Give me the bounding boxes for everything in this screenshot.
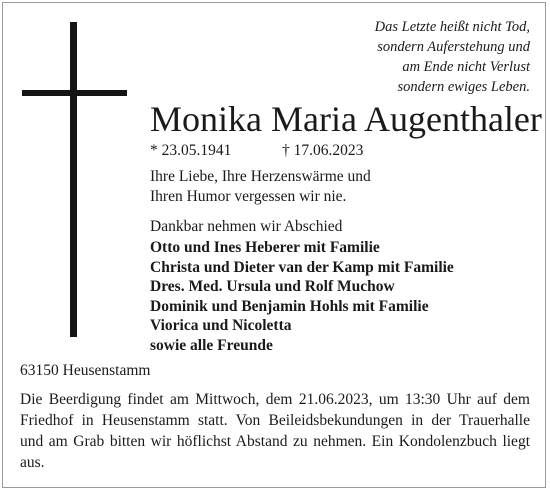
mourner-entry: Viorica und Nicoletta — [150, 317, 292, 334]
mourner-entry: Christa und Dieter van der Kamp mit Familie — [150, 258, 454, 276]
funeral-line: und am Grab bitten wir höflichst Abstand zu nehmen. Ein Kondolenzbuch liegt — [20, 433, 530, 450]
birth-date: * 23.05.1941 — [150, 142, 232, 159]
funeral-info — [20, 389, 530, 473]
tribute-text — [150, 167, 371, 207]
tribute-line: Ihren Humor vergessen wir nie. — [150, 188, 347, 205]
tribute-line: Ihre Liebe, Ihre Herzenswärme und — [150, 168, 371, 185]
mourner-entry: Otto und Ines Heberer mit Familie — [150, 239, 380, 256]
funeral-line: aus. — [20, 454, 45, 471]
motto-verse — [270, 17, 530, 97]
motto-line: am Ende nicht Verlust — [402, 59, 530, 75]
deceased-name: Monika Maria Augenthaler — [150, 99, 542, 139]
cross-vertical-bar — [70, 22, 77, 337]
motto-line: sondern ewiges Leben. — [397, 79, 530, 95]
thanks-line: Dankbar nehmen wir Abschied — [150, 218, 343, 235]
location-text: 63150 Heusenstamm — [20, 362, 151, 379]
mourner-entry: Dominik und Benjamin Hohls mit Familie — [150, 297, 429, 315]
mourner-entry: sowie alle Freunde — [150, 336, 273, 354]
motto-line: sondern Auferstehung und — [377, 39, 530, 55]
mourners-list — [150, 238, 454, 355]
mourner-entry: Dres. Med. Ursula und Rolf Muchow — [150, 278, 395, 295]
death-date: † 17.06.2023 — [282, 142, 364, 159]
funeral-line: Die Beerdigung findet am Mittwoch, dem 21.06.2023, um 13:30 Uhr auf dem — [20, 391, 530, 408]
motto-line: Das Letzte heißt nicht Tod, — [374, 19, 530, 35]
funeral-line: Friedhof in Heusenstamm statt. Von Beileidsbekundungen in der Trauerhalle — [20, 412, 530, 429]
thanks-heading — [150, 217, 342, 237]
cross-horizontal-bar — [22, 90, 127, 96]
